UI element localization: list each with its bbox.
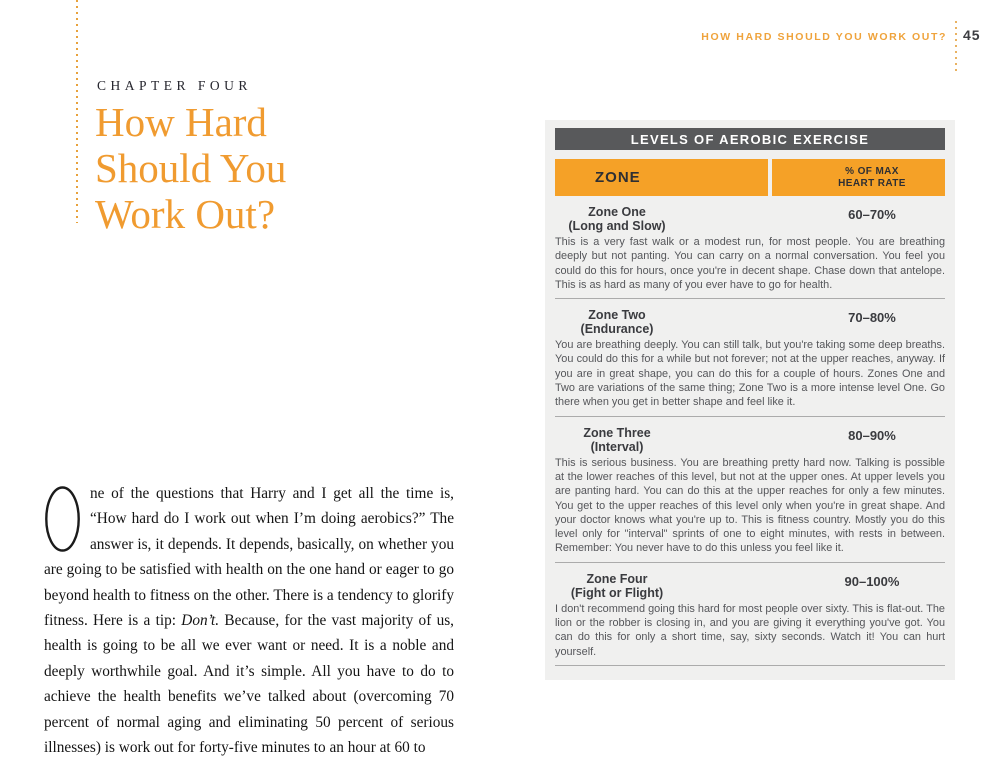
zone-divider [555,416,945,417]
zone-row [555,572,945,666]
panel-title: LEVELS OF AEROBIC EXERCISE [555,128,945,150]
running-title: HOW HARD SHOULD YOU WORK OUT? [701,31,947,43]
chapter-kicker: CHAPTER FOUR [97,78,252,93]
zone-description: I don't recommend going this hard for most people over sixty. This is flat-out. The lion or the robber is closing in, and you are giving it everything you've got. You can do this for only a short time, say, sixty seconds. Watch it! You can hurt yourself. [555,602,945,658]
zone-divider [555,665,945,666]
rate-header-line: HEART RATE [838,177,906,189]
zone-subtitle: (Interval) [590,439,644,454]
drop-cap-letter [44,555,45,556]
drop-cap [44,485,81,555]
chapter-title [95,99,286,237]
zone-heading [555,205,945,233]
zone-row [555,308,945,416]
zone-subtitle: (Fight or Flight) [570,585,664,600]
zone-heading [555,572,945,600]
zone-subtitle: (Long and Slow) [568,219,666,233]
panel-column-headers [555,159,945,196]
aerobic-exercise-panel [545,120,955,680]
zone-row [555,205,945,299]
zone-name: Zone One [588,205,646,219]
chapter-title-line: Should You [95,145,287,191]
zone-heart-rate-range: 70–80% [848,310,896,326]
zone-heart-rate-range: 80–90% [848,427,896,443]
zone-row [555,426,945,563]
chapter-title-line: How Hard [95,99,267,145]
zone-heading [555,308,945,336]
zone-divider [555,562,945,563]
zone-heart-rate-range: 60–70% [848,207,896,222]
paragraph-text: ne of the questions that Harry and I get all the time is, “How hard do I work out when I’m doing aerobics?” The answer is, it depends. It depends, basically, on whether you are going to be satisfied with health on the one hand or eager to go beyond health to fitness on the other. There is a tendency to glorify fitness. Here is a tip: Don’t. Because, for the vast majority of us, health is going to be all we ever want or need. It is a noble and deeply worthwhile goal. And it’s simple. All you have to do to achieve the health benefits we’ve talked about (overcoming 70 percent of normal aging and eliminating 50 percent of serious illnesses) is work out for forty-five minutes to an hour at 60 to [44,485,455,757]
zone-heart-rate-range: 90–100% [844,573,900,589]
zone-heading [555,426,945,454]
zones [555,205,945,666]
rate-header-line: % OF MAX [845,165,899,177]
zone-name: Zone Four [586,571,648,586]
drop-cap-oval [44,485,81,555]
zone-description: This is a very fast walk or a modest run, for most people. You are breathing deeply but not panting. You can carry on a normal conversation. You feel you could do this for hours, once you're in decent shape. Chase down that antelope. This is as hard as many of you ever have to go for health. [555,236,945,291]
zone-name: Zone Three [583,425,651,440]
zone-name: Zone Two [588,308,646,323]
left-margin-dotted-rule [76,0,78,223]
zone-description: You are breathing deeply. You can still talk, but you're taking some deep breaths. You could do this for a while but not forever; not at the upper reaches, anyway. If you are in great shape, you can do this for a couple of hours. Zones One and Two are variations of the same thing; Zone Two is a more intense level One. Go there when you get in better shape and feel like it. [555,339,945,409]
zone-column-header: ZONE [555,159,768,196]
zone-description: This is serious business. You are breathing pretty hard now. Talking is possible at the lower reaches of this level, but not at the upper ones. At upper levels you are panting hard. You can do this at the upper reaches for only a few minutes. You get to the upper reaches of this level only when you're in great shape. And your doctor knows what you're up to. This is fitness country. Mostly you do this level only for "interval" sprints of one to eight minutes, with rests in between. Remember: You never have to do this unless you feel like it. [555,456,945,555]
zone-divider [555,298,945,299]
body-paragraph [44,481,454,760]
chapter-title-line: Work Out? [95,191,276,237]
folio-dotted-rule [955,21,957,71]
zone-subtitle: (Endurance) [580,322,654,337]
rate-column-header [772,159,945,196]
page-number: 45 [963,27,981,43]
